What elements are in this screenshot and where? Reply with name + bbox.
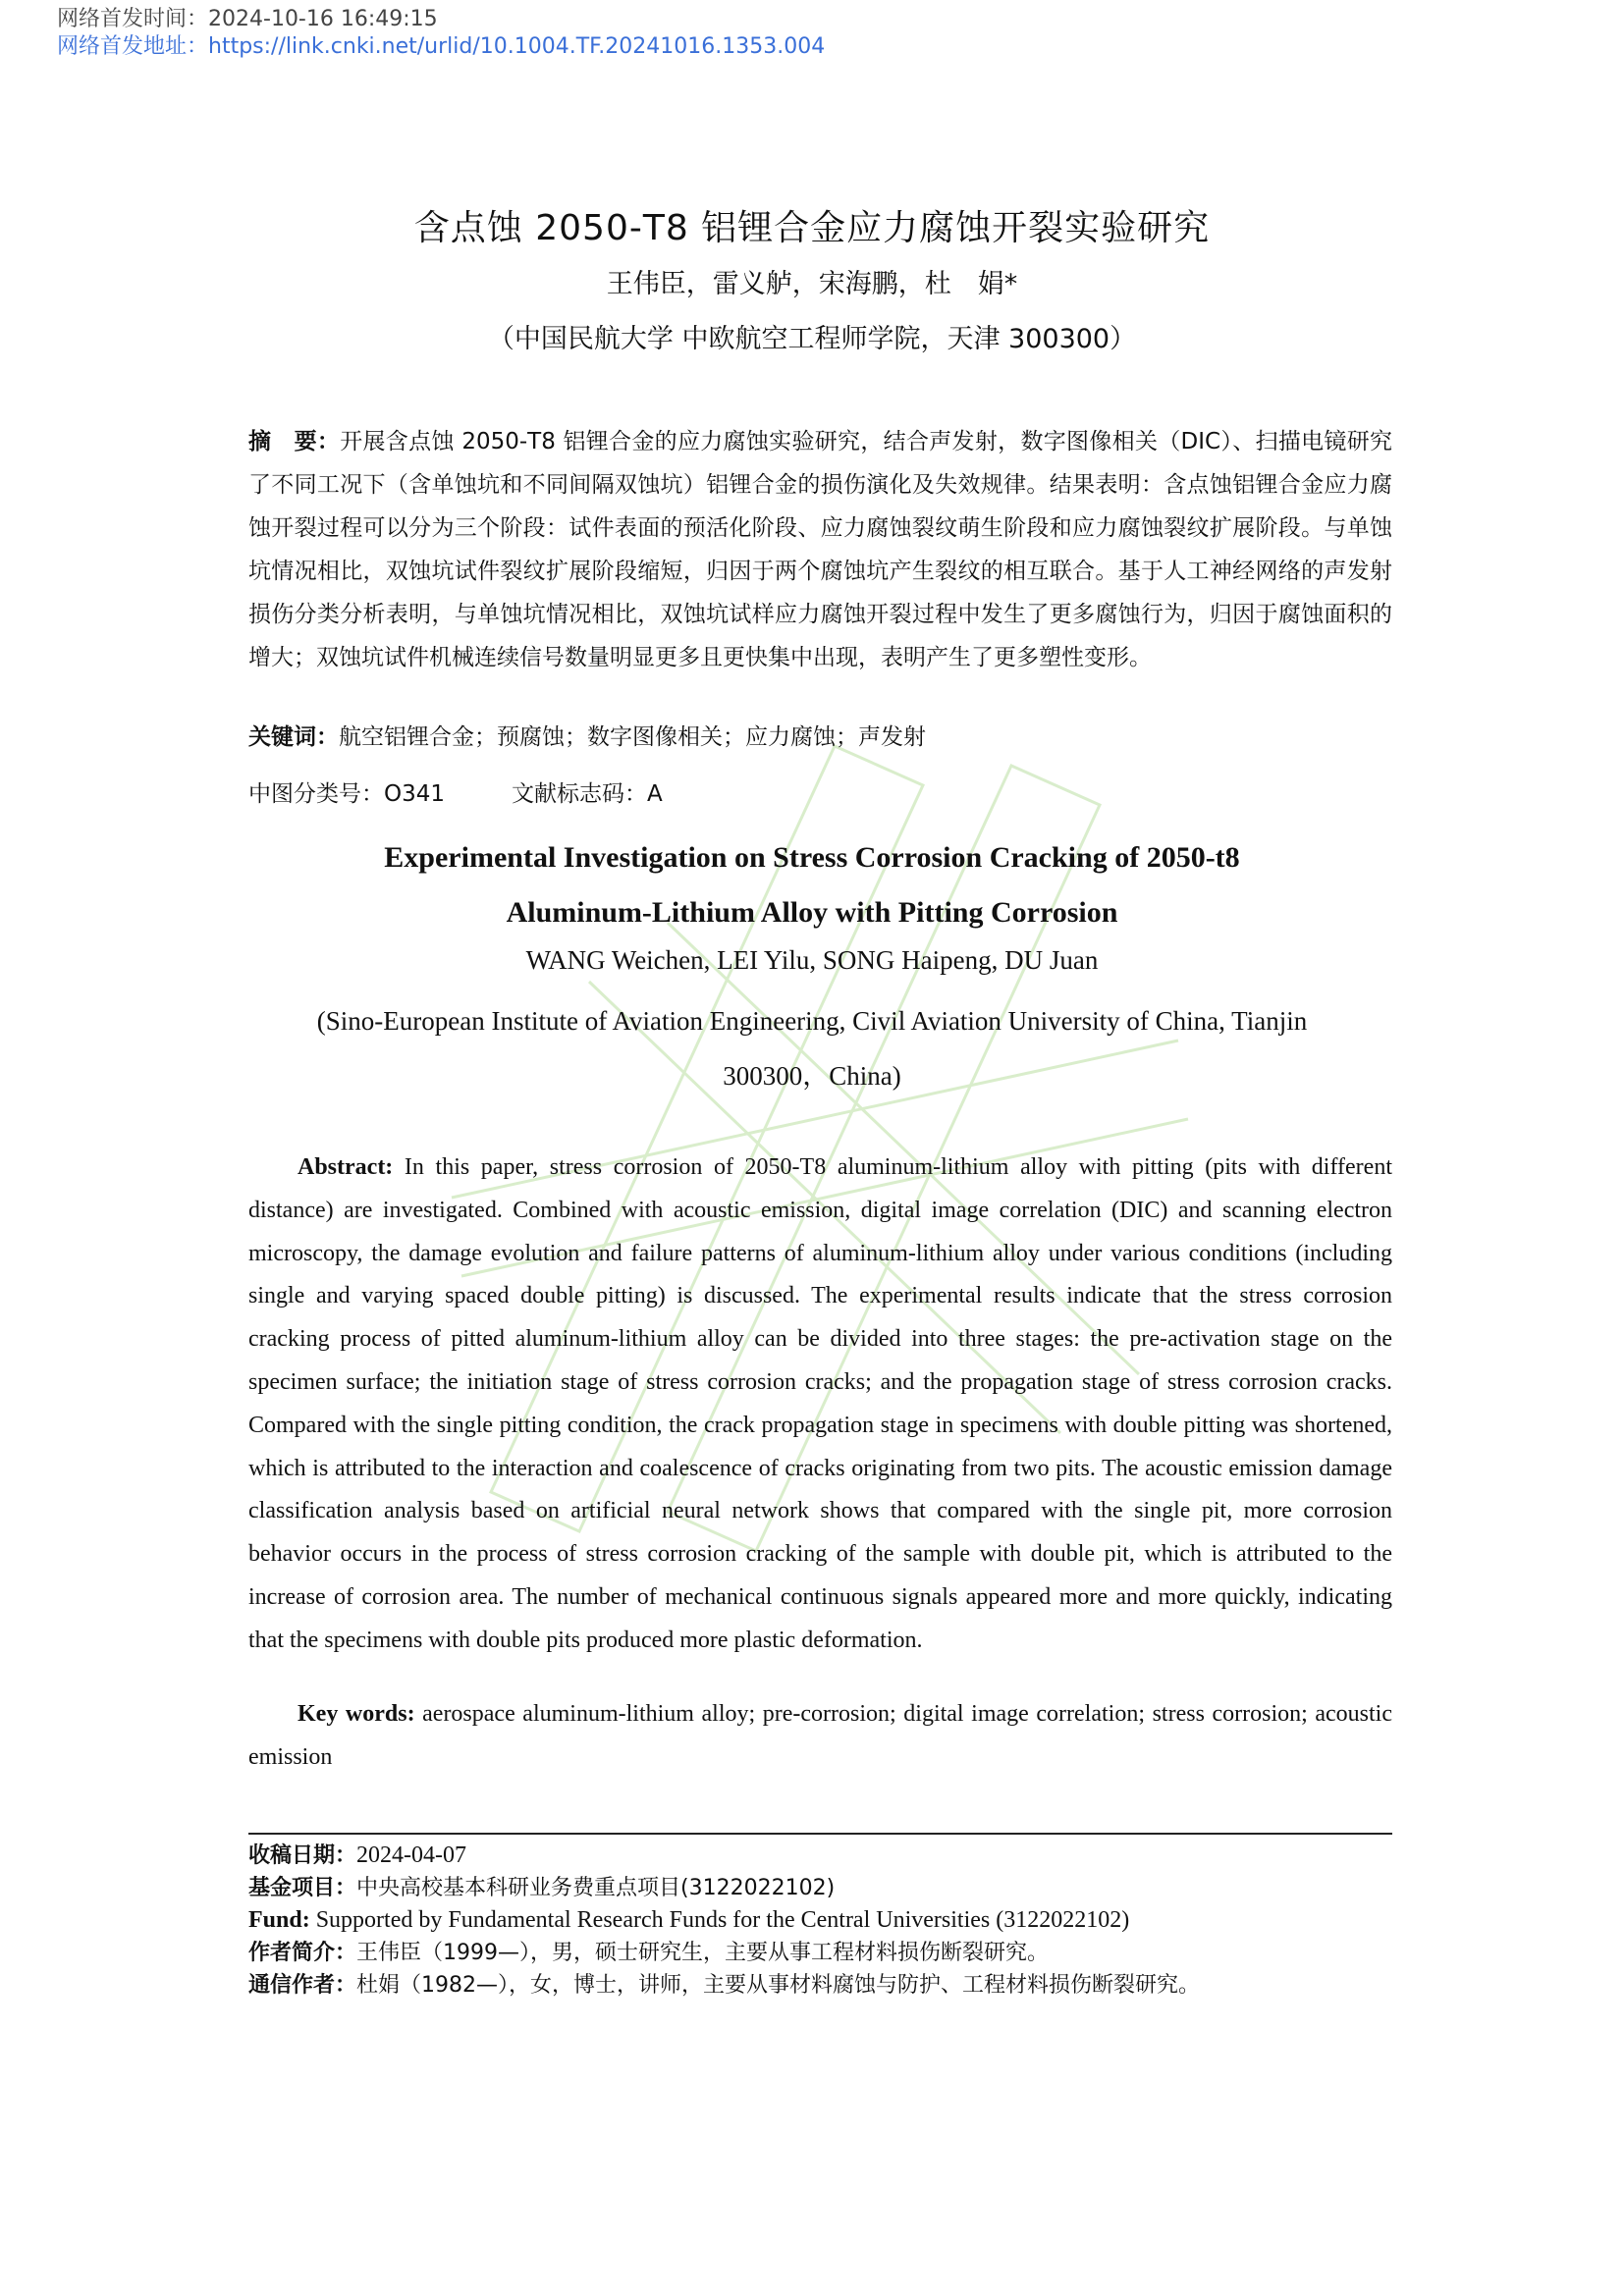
- english-abstract-text: In this paper, stress corrosion of 2050-T8 aluminum-lithium alloy with pitting (pits with different distance) are investigated. Combined with acoustic emission, digital image correlation (DIC) and scanning electron microscopy, the damage evolution and failure patterns of aluminum-lithium alloy under various conditions (including single and varying spaced double pitting) is discussed. The experimental results indicate that the stress corrosion cracking process of pitted aluminum-lithium alloy can be divided into three stages: the pre-activation stage on the specimen surface; the initiation stage of stress corrosion cracks; and the propagation stage of stress corrosion cracks. Compared with the single pitting condition, the crack propagation stage in specimens with double pitting was shortened, which is attributed to the interaction and coalescence of cracks originating from two pits. The acoustic emission damage classification analysis based on artificial neural network shows that compared with the single pit, more corrosion behavior occurs in the process of stress corrosion cracking of the sample with double pit, which is attributed to the increase of corrosion area. The number of mechanical continuous signals appeared more and more quickly, indicating that the specimens with double pits produced more plastic deformation.: [248, 1154, 1392, 1653]
- corresponding-author-label: 通信作者：: [248, 1973, 357, 1998]
- english-affiliation: (Sino-European Institute of Aviation Engineering, Civil Aviation University of China, Tianjin 300300，China): [316, 1006, 1308, 1091]
- fund-en-label: Fund:: [248, 1907, 310, 1933]
- received-label: 收稿日期：: [248, 1843, 357, 1868]
- chinese-authors: 王伟臣，雷义舻，宋海鹏，杜 娟*: [606, 269, 1018, 299]
- english-keywords-text: aerospace aluminum-lithium alloy; pre-corrosion; digital image correlation; stress corrosion; acoustic emission: [248, 1701, 1392, 1770]
- fund-cn-label: 基金项目：: [248, 1876, 357, 1900]
- fund-cn-value: 中央高校基本科研业务费重点项目(3122022102): [356, 1876, 836, 1900]
- online-url-link[interactable]: https://link.cnki.net/urlid/10.1004.TF.20241016.1353.004: [208, 34, 826, 59]
- english-authors: WANG Weichen, LEI Yilu, SONG Haipeng, DU Juan: [525, 945, 1099, 975]
- clc-value: O341: [384, 781, 446, 807]
- english-title-text: Experimental Investigation on Stress Corrosion Cracking of 2050-t8 Aluminum-Lithium Alloy with Pitting Corrosion: [384, 841, 1240, 929]
- author-bio-line: [248, 1937, 1392, 1969]
- received-date-line: [248, 1840, 1392, 1872]
- received-value: 2024-04-07: [356, 1842, 466, 1868]
- fund-en-value: Supported by Fundamental Research Funds for the Central Universities (3122022102): [309, 1907, 1130, 1933]
- doc-code-label: 文献标志码：: [512, 781, 648, 807]
- clc-label: 中图分类号：: [248, 781, 384, 807]
- english-abstract-label: Abstract:: [298, 1154, 394, 1180]
- fund-en-line: [248, 1904, 1392, 1937]
- author-bio-value: 王伟臣（1999—），男，硕士研究生，主要从事工程材料损伤断裂研究。: [356, 1941, 1050, 1965]
- english-keywords: [248, 1692, 1392, 1779]
- english-keywords-label: Key words:: [298, 1701, 415, 1727]
- footnotes: [248, 1840, 1392, 2002]
- online-date-label: 网络首发时间：: [57, 7, 209, 31]
- chinese-keywords-label: 关键词：: [248, 724, 339, 750]
- chinese-abstract-text: 开展含点蚀 2050-T8 铝锂合金的应力腐蚀实验研究，结合声发射，数字图像相关（DIC）、扫描电镜研究了不同工况下（含单蚀坑和不同间隔双蚀坑）铝锂合金的损伤演化及失效规律。结果表明：含点蚀铝锂合金应力腐蚀开裂过程可以分为三个阶段：试件表面的预活化阶段、应力腐蚀裂纹萌生阶段和应力腐蚀裂纹扩展阶段。与单蚀坑情况相比，双蚀坑试件裂纹扩展阶段缩短，归因于两个腐蚀坑产生裂纹的相互联合。基于人工神经网络的声发射损伤分类分析表明，与单蚀坑情况相比，双蚀坑试样应力腐蚀开裂过程中发生了更多腐蚀行为，归因于腐蚀面积的增大；双蚀坑试件机械连续信号数量明显更多且更快集中出现，表明产生了更多塑性变形。: [248, 429, 1392, 670]
- chinese-keywords-text: 航空铝锂合金；预腐蚀；数字图像相关；应力腐蚀；声发射: [339, 724, 926, 750]
- author-bio-label: 作者简介：: [248, 1941, 357, 1965]
- online-url-label: 网络首发地址：: [57, 34, 209, 59]
- english-title: [0, 830, 1624, 940]
- chinese-abstract: [248, 420, 1392, 679]
- online-date-line: [57, 6, 438, 33]
- fund-cn-line: [248, 1872, 1392, 1904]
- chinese-affiliation: （中国民航大学 中欧航空工程师学院，天津 300300）: [487, 324, 1137, 354]
- chinese-abstract-label: 摘 要：: [248, 429, 341, 454]
- online-date-value: 2024-10-16 16:49:15: [208, 7, 438, 31]
- chinese-keywords: [248, 721, 1392, 754]
- chinese-title: 含点蚀 2050-T8 铝锂合金应力腐蚀开裂实验研究: [413, 208, 1211, 248]
- corresponding-author-value: 杜娟（1982—），女，博士，讲师，主要从事材料腐蚀与防护、工程材料损伤断裂研究。: [356, 1973, 1201, 1998]
- corresponding-author-line: [248, 1969, 1392, 2002]
- classification-line: [248, 777, 1392, 811]
- doc-code-value: A: [647, 781, 663, 807]
- online-url-line[interactable]: [57, 33, 825, 61]
- footnote-divider: [248, 1833, 1392, 1835]
- english-abstract: [248, 1147, 1392, 1663]
